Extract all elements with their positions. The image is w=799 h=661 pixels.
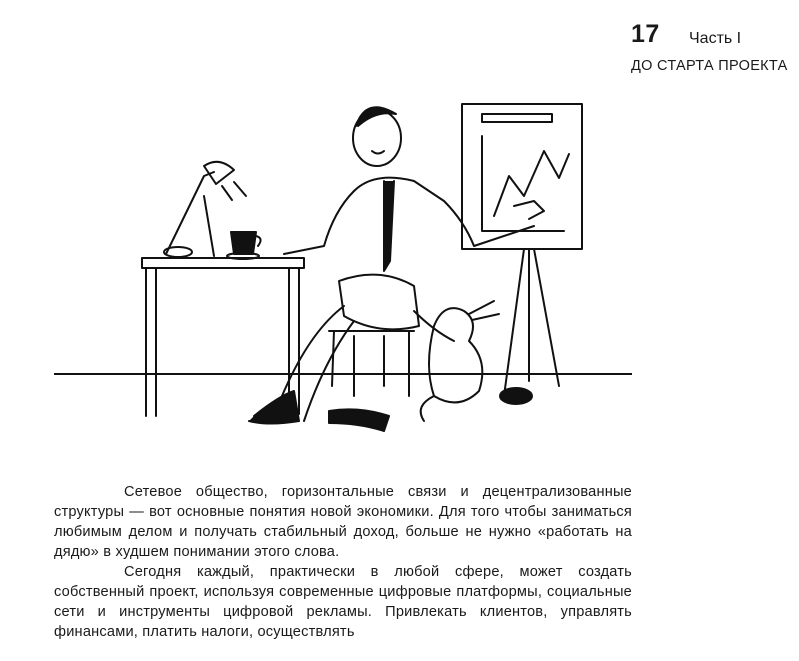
- flipchart-icon: [462, 104, 582, 396]
- coffee-cup-icon: [227, 232, 261, 259]
- socks-icon: [329, 409, 389, 431]
- paragraph: Сетевое общество, горизонтальные связи и децентрализованные структуры — вот основные понятия новой экономики. Для того чтобы заниматься любимым делом и получать стабильный доход, больше не нужно «работать на дядю» в худшем понимании этого слова.: [54, 484, 632, 560]
- man-figure: [249, 107, 544, 423]
- paragraph: Сегодня каждый, практически в любой сфере, может создать собственный проект, используя современные цифровые платформы, социальные сети и инструменты цифровой рекламы. Привлекать клиентов, управлять финансами, платить налоги, осуществлять: [54, 564, 632, 640]
- page-number: 17: [631, 20, 660, 48]
- desk-icon: [142, 258, 304, 416]
- bowl-icon: [500, 388, 532, 404]
- part-label: Часть I: [689, 30, 742, 47]
- chair-icon: [329, 331, 414, 396]
- monitor-icon: [204, 196, 214, 256]
- office-man-illustration: [54, 96, 632, 441]
- body-text: [54, 482, 632, 642]
- chapter-title: ДО СТАРТА ПРОЕКТА: [631, 58, 788, 74]
- cat-icon: [421, 301, 499, 421]
